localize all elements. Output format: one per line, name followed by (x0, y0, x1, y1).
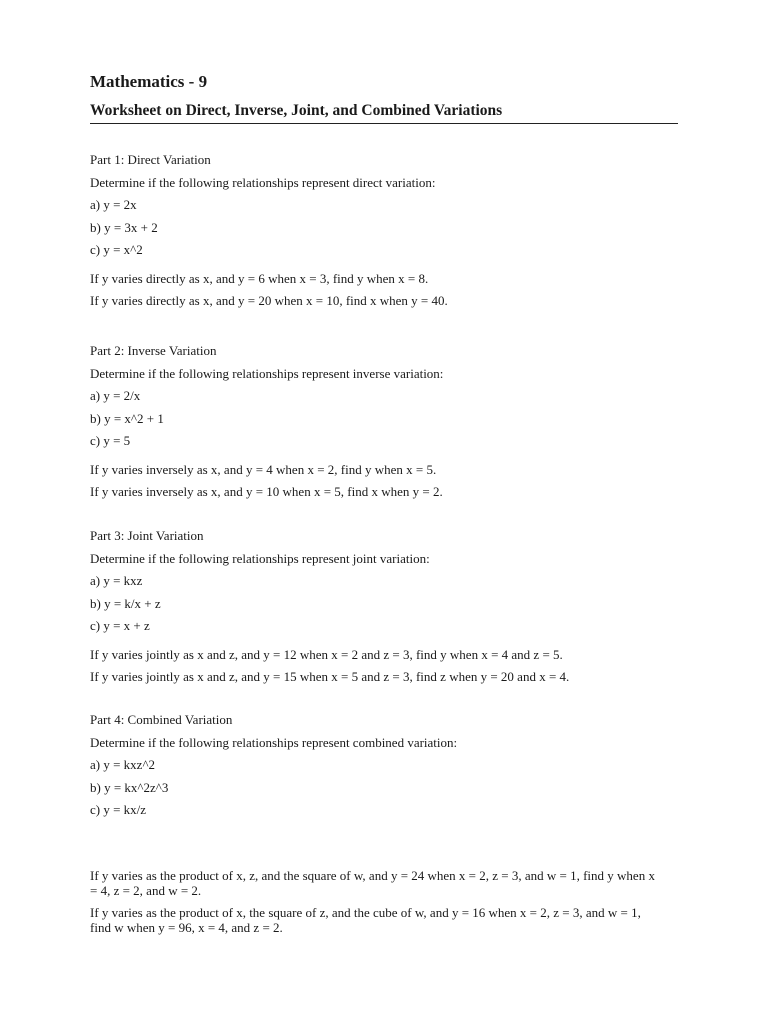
word-problem: If y varies directly as x, and y = 6 when x = 3, find y when x = 8. (90, 270, 429, 286)
word-problem: If y varies jointly as x and z, and y = 15 when x = 5 and z = 3, find z when y = 20 and x = 4. (90, 669, 570, 684)
part-heading: Part 3: Joint Variation (90, 528, 204, 543)
list-item: a) y = 2/x (90, 388, 141, 403)
word-problem: If y varies jointly as x and z, and y = 12 when x = 2 and z = 3, find y when x = 4 and z = 5. (90, 646, 563, 662)
part-2-section (90, 340, 678, 504)
list-item: b) y = x^2 + 1 (90, 410, 164, 426)
list-item: b) y = kx^2z^3 (90, 779, 169, 795)
part-3-section (90, 525, 678, 689)
part-instruction: Determine if the following relationships represent inverse variation: (90, 365, 444, 381)
list-item: a) y = kxz (90, 573, 143, 588)
worksheet-page (90, 70, 678, 935)
part-1-section (90, 149, 678, 313)
list-item: b) y = 3x + 2 (90, 219, 158, 235)
list-item: b) y = k/x + z (90, 595, 161, 611)
part-heading: Part 4: Combined Variation (90, 712, 233, 727)
list-item: c) y = kx/z (90, 802, 147, 817)
word-problem: If y varies inversely as x, and y = 10 when x = 5, find x when y = 2. (90, 484, 443, 499)
worksheet-title: Worksheet on Direct, Inverse, Joint, and Combined Variations (90, 100, 678, 124)
word-problem: If y varies as the product of x, z, and the square of w, and y = 24 when x = 2, z = 3, and w = 1, find y when x = 4, z = 2, and w = 2. (90, 868, 655, 898)
word-problem: If y varies as the product of x, the square of z, and the cube of w, and y = 16 when x = 2, z = 3, and w = 1, find w when y = 96, x = 4, and z = 2. (90, 905, 641, 935)
part-heading: Part 1: Direct Variation (90, 152, 211, 167)
list-item: c) y = 5 (90, 433, 131, 448)
part-instruction: Determine if the following relationships represent direct variation: (90, 174, 436, 190)
part-heading: Part 2: Inverse Variation (90, 343, 217, 358)
part-4-section (90, 709, 678, 822)
list-item: c) y = x^2 (90, 242, 143, 257)
word-problem: If y varies directly as x, and y = 20 when x = 10, find x when y = 40. (90, 293, 448, 308)
list-item: a) y = kxz^2 (90, 757, 156, 772)
word-problem: If y varies inversely as x, and y = 4 when x = 2, find y when x = 5. (90, 461, 437, 477)
list-item: a) y = 2x (90, 197, 137, 212)
list-item: c) y = x + z (90, 618, 150, 633)
course-title: Mathematics - 9 (90, 72, 208, 91)
part-instruction: Determine if the following relationships represent joint variation: (90, 550, 430, 566)
part-instruction: Determine if the following relationships represent combined variation: (90, 734, 458, 750)
